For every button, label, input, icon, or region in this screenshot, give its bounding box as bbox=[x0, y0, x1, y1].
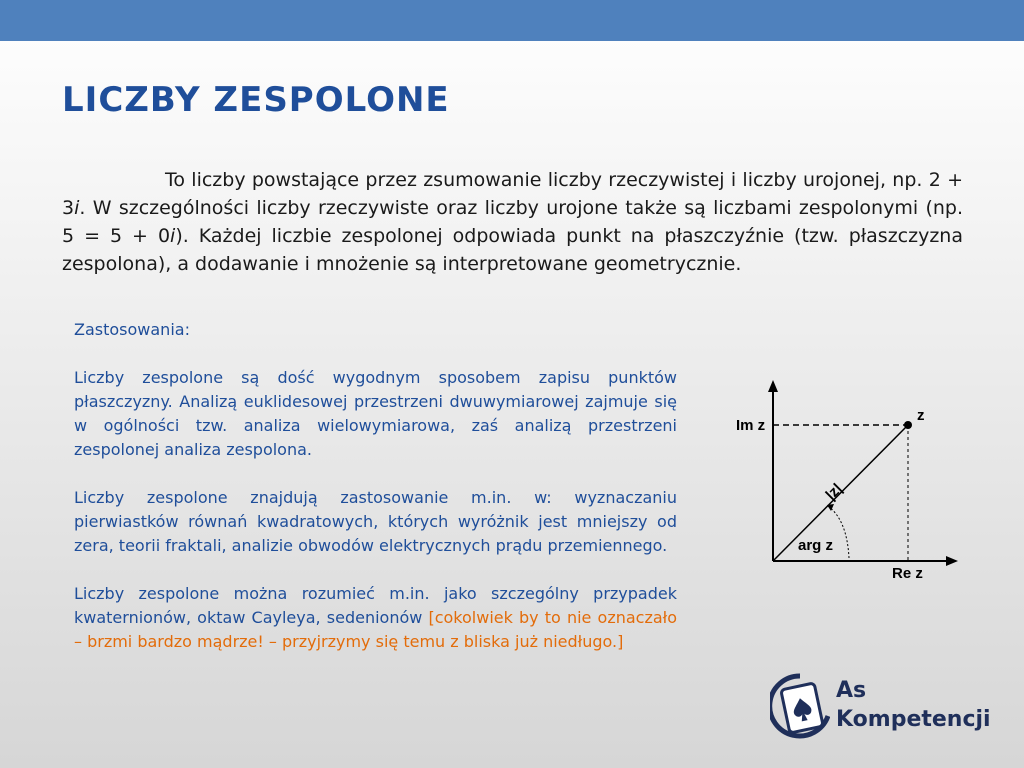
arg-arc-arrow bbox=[827, 504, 834, 511]
modulus-label: |z| bbox=[822, 480, 846, 504]
logo bbox=[770, 672, 1010, 747]
re-axis-arrow bbox=[946, 556, 958, 566]
intro-text-3: ). Każdej liczbie zespolonej odpowiada punkt na płaszczyźnie (tzw. płaszczyzna zespolona), a dodawanie i mnożenie są interpretowane geometrycznie. bbox=[62, 225, 963, 275]
applications-paragraph-1: Liczby zespolone są dość wygodnym sposobem zapisu punktów płaszczyzny. Analizą euklidesowej przestrzeni dwuwymiarowej zajmuje się w ogólności tzw. analiza wielowymiarowa, zaś analizą przestrzeni zespolonej analiza zespolona. bbox=[74, 368, 677, 459]
z-point bbox=[904, 421, 912, 429]
applications-paragraph-3 bbox=[74, 582, 677, 654]
logo-line-1: As bbox=[836, 678, 867, 703]
intro-text-2: . W szczególności liczby rzeczywiste oraz liczby urojone także są liczbami zespolonymi (np. 5 = 5 + 0 bbox=[62, 197, 963, 247]
slide-title: LICZBY ZESPOLONE bbox=[62, 80, 450, 120]
im-axis-arrow bbox=[768, 380, 778, 392]
applications-paragraph-3-text: Liczby zespolone można rozumieć m.in. jako szczególny przypadek kwaternionów, oktaw Cayleya, sedenionów bbox=[74, 584, 677, 627]
intro-text-1: To liczby powstające przez zsumowanie liczby rzeczywistej i liczby urojonej, np. 2 + 3 bbox=[62, 169, 963, 219]
applications-paragraph-3-note: [cokolwiek by to nie oznaczało – brzmi bardzo mądrze! – przyjrzymy się temu z bliska już niedługo.] bbox=[74, 608, 677, 651]
logo-text bbox=[836, 676, 991, 734]
im-z-label: Im z bbox=[736, 417, 766, 434]
applications-paragraph-2: Liczby zespolone znajdują zastosowanie m.in. w: wyznaczaniu pierwiastków równań kwadratowych, których wyróżnik jest mniejszy od zera, teorii fraktali, analizie obwodów elektrycznych prądu przemiennego. bbox=[74, 488, 677, 555]
top-bar bbox=[0, 0, 1024, 41]
intro-italic-2: i bbox=[170, 225, 176, 247]
z-label: z bbox=[917, 407, 925, 424]
complex-plane-diagram bbox=[730, 378, 960, 583]
re-z-label: Re z bbox=[892, 565, 923, 582]
logo-line-2: Kompetencji bbox=[836, 707, 991, 732]
arg-z-label: arg z bbox=[798, 537, 834, 554]
intro-paragraph bbox=[62, 166, 963, 278]
applications-heading: Zastosowania: bbox=[74, 320, 190, 339]
applications-section bbox=[74, 318, 677, 678]
spade-card-icon bbox=[770, 672, 830, 742]
intro-italic-1: i bbox=[74, 197, 80, 219]
